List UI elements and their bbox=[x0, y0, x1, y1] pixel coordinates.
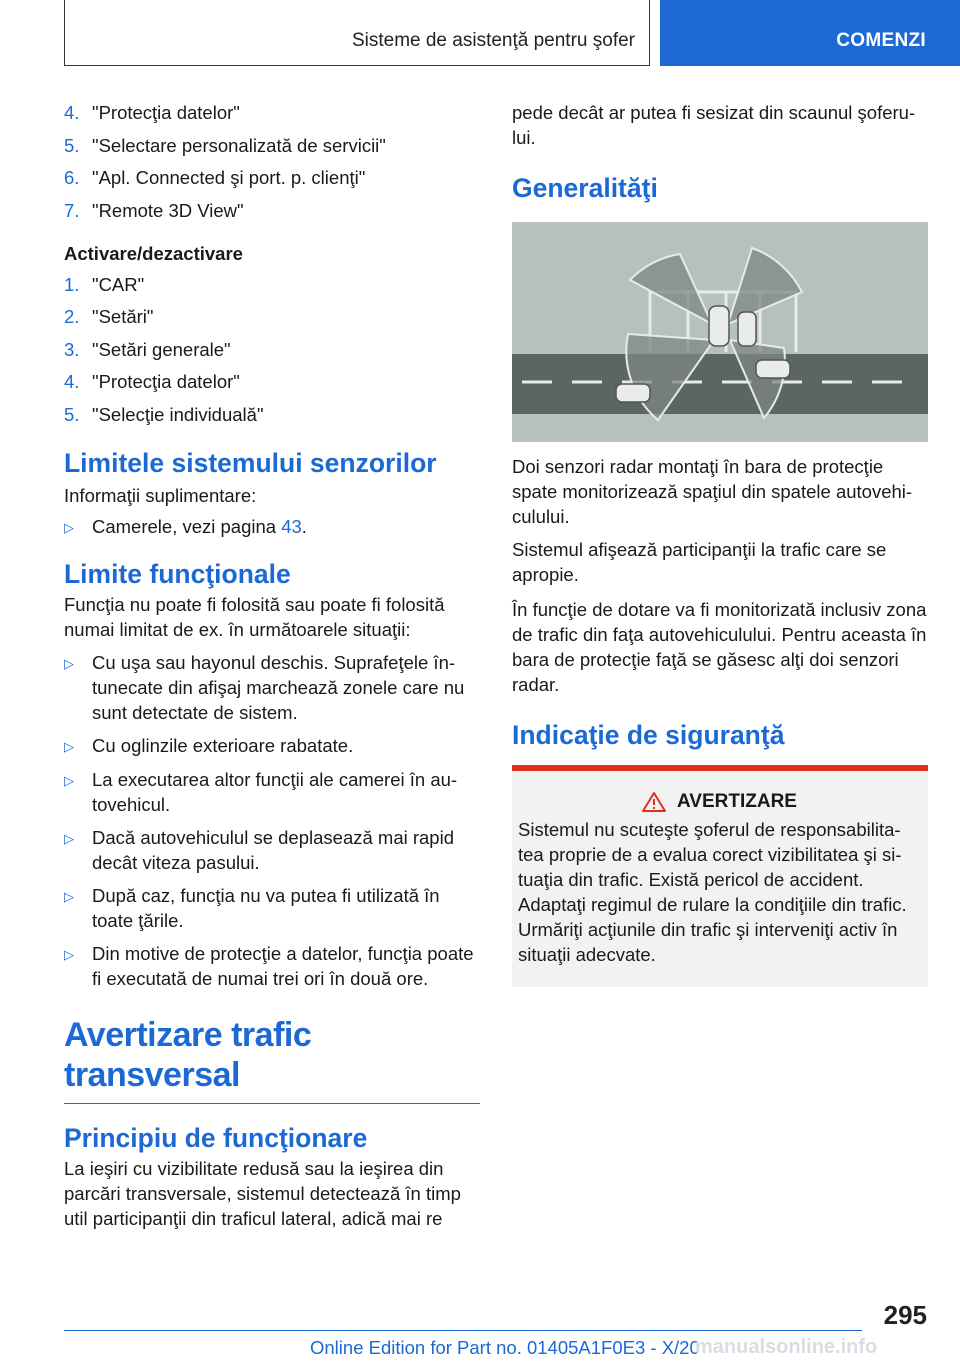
general-p3: În funcţie de dotare va fi monitorizată inclusiv zona de trafic din faţa autovehiculului. Pentru aceasta în bara de protecţie faţă se găsesc alţi doi senzori radar. bbox=[512, 599, 927, 695]
principle-heading: Principiu de funcţionare bbox=[64, 1122, 368, 1153]
list-item: 1. "CAR" bbox=[64, 273, 145, 295]
edition-note: Online Edition for Part no. 01405A1F0E3 - X/20 bbox=[310, 1337, 700, 1358]
watermark: manualsonline.info bbox=[695, 1336, 878, 1358]
list-item: 6. "Apl. Connected şi port. p. clienţi" bbox=[64, 167, 366, 188]
activation-label: Activare/dezactivare bbox=[64, 242, 243, 264]
general-p2: Sistemul afişează participanţii la trafic care se apropie. bbox=[512, 539, 887, 585]
safety-heading: Indicaţie de siguranţă bbox=[512, 720, 785, 750]
general-heading: Generalităţi bbox=[512, 173, 658, 203]
func-heading: Limite funcţionale bbox=[64, 558, 291, 589]
list-item: ▷ Cu uşa sau hayonul deschis. Suprafeţele întunecate din afişaj marchează zonele care nu sunt detectate de sistem. bbox=[64, 651, 465, 723]
principle-text: La ieşiri cu vizibilitate redusă sau la ieşirea din parcări transversale, sistemul detectează în timp util participanţii din traficul lateral, adică mai re bbox=[64, 1157, 461, 1229]
bullet-triangle-icon: ▷ bbox=[64, 519, 74, 535]
main-heading: Avertizare trafic transversal bbox=[64, 1015, 480, 1104]
bullet-triangle-icon: ▷ bbox=[64, 738, 74, 754]
list-item: 5. "Selectare personalizată de servicii" bbox=[64, 134, 386, 156]
warning-title: AVERTIZARE bbox=[677, 791, 797, 812]
list-item: ▷ Cu oglinzile exterioare rabatate. bbox=[64, 733, 480, 759]
general-p1: Doi senzori radar montaţi în bara de protecţie spate monitorizează spaţiul din spatele autovehiculului. bbox=[512, 456, 913, 527]
page-number: 295 bbox=[883, 1300, 927, 1330]
header-box bbox=[64, 0, 650, 66]
section-tab-label: COMENZI bbox=[836, 30, 926, 51]
bullet-triangle-icon: ▷ bbox=[64, 946, 74, 962]
list-item: 7. "Remote 3D View" bbox=[64, 199, 244, 221]
list-item: 4. "Protecţia datelor" bbox=[64, 102, 240, 123]
warning-box bbox=[512, 765, 928, 987]
func-bullets bbox=[64, 650, 480, 991]
left-column bbox=[64, 100, 480, 1231]
list-item: ▷ Dacă autovehiculul se deplasează mai rapid decât viteza pasului. bbox=[64, 826, 454, 873]
list-item: 2. "Setări" bbox=[64, 306, 154, 327]
list-item: 4. "Protecţia datelor" bbox=[64, 371, 240, 392]
list-item: 5. "Selecţie individuală" bbox=[64, 403, 264, 425]
continued-text: pede decât ar putea fi sesizat din scaunul şoferului. bbox=[512, 102, 916, 148]
list-item: ▷ După caz, funcţia nu va putea fi utilizată în toate ţările. bbox=[64, 884, 440, 931]
limits-heading: Limitele sistemului senzorilor bbox=[64, 447, 437, 478]
list-item: ▷ Din motive de protecţie a datelor, funcţia poate fi executată de numai trei ori în două ore. bbox=[64, 942, 474, 989]
numbered-list-b bbox=[64, 272, 480, 427]
warning-triangle-icon bbox=[641, 791, 667, 813]
list-item: ▷ La executarea altor funcţii ale camerei în autovehicul. bbox=[64, 768, 458, 815]
limits-intro: Informaţii suplimentare: bbox=[64, 484, 257, 506]
warning-header bbox=[518, 791, 920, 813]
section-tab[interactable] bbox=[660, 0, 960, 66]
footer-divider bbox=[64, 1330, 862, 1331]
cross-traffic-illustration bbox=[512, 222, 928, 442]
bullet-triangle-icon: ▷ bbox=[64, 888, 74, 904]
func-intro: Funcţia nu poate fi folosită sau poate fi folosită numai limitat de ex. în următoarele situaţii: bbox=[64, 593, 445, 640]
page-link[interactable]: 43 bbox=[281, 515, 302, 537]
warning-text: Sistemul nu scuteşte şoferul de responsabilitatea proprie de a evalua corect vizibilitatea şi situaţia din trafic. Există pericol de accident. Adaptaţi regimul de rulare la condiţiile din trafic. Urmăriţi acţiunile din trafic şi interveniţi activ în situaţii adecvate. bbox=[518, 819, 907, 965]
numbered-list-a bbox=[64, 100, 480, 223]
list-item: ▷ Camerele, vezi pagina 43. bbox=[64, 514, 480, 540]
bullet-triangle-icon: ▷ bbox=[64, 830, 74, 846]
limits-bullets bbox=[64, 514, 480, 540]
list-item: 3. "Setări generale" bbox=[64, 338, 231, 360]
bullet-triangle-icon: ▷ bbox=[64, 655, 74, 671]
chapter-title: Sisteme de asistenţă pentru şofer bbox=[351, 30, 635, 51]
bullet-triangle-icon: ▷ bbox=[64, 772, 74, 788]
right-column bbox=[512, 100, 928, 987]
